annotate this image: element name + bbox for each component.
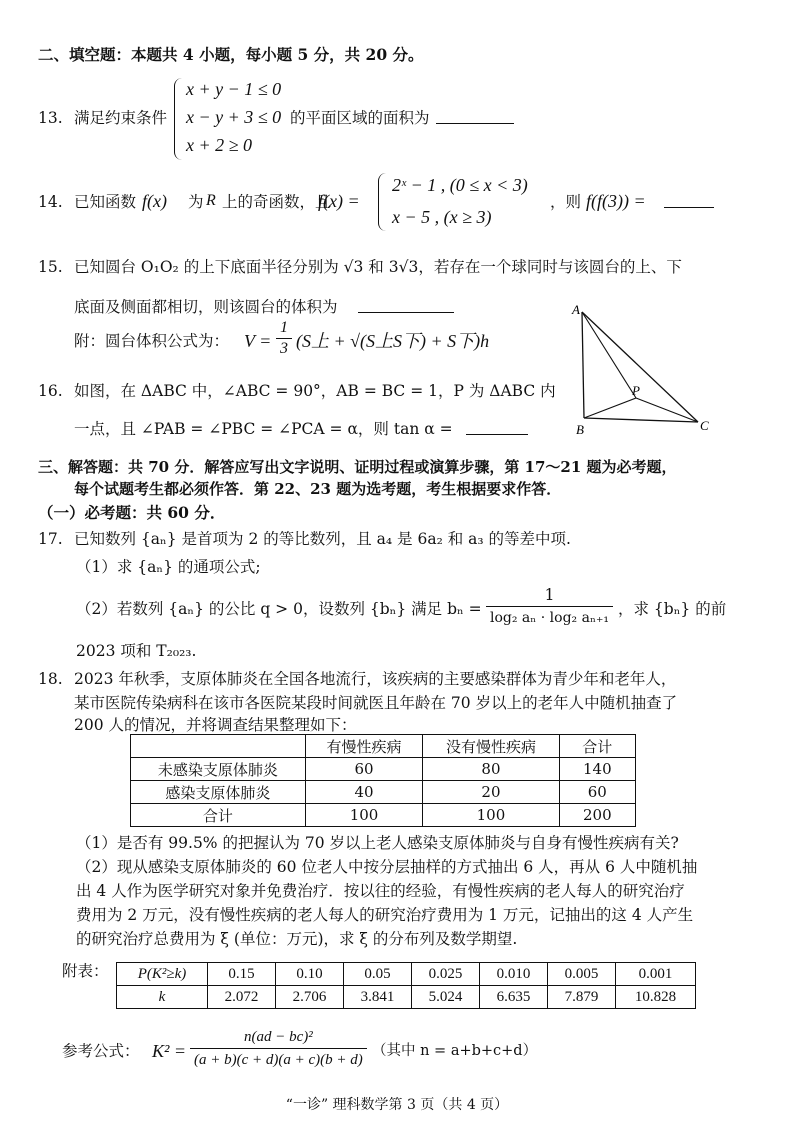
table-cell: 0.001 — [616, 963, 696, 986]
table-cell: k — [117, 986, 208, 1009]
q17-part-1: （1）求 {aₙ} 的通项公式; — [76, 558, 261, 576]
table-cell: 10.828 — [616, 986, 696, 1009]
table-row — [131, 804, 636, 827]
table-cell: 60 — [559, 781, 635, 804]
q18-part-2-line-4: 的研究治疗总费用为 ξ (单位：万元)，求 ξ 的分布列及数学期望. — [76, 930, 518, 948]
table-cell: 3.841 — [344, 986, 412, 1009]
edge-bc — [584, 418, 698, 422]
q15-formula-label: 附：圆台体积公式为： — [74, 332, 230, 350]
segment-cp — [636, 398, 698, 422]
q13-constraint-2: x − y + 3 ≤ 0 — [186, 107, 282, 127]
q14-fx: f(x) — [142, 191, 167, 211]
q14-text-d: ，则 — [550, 193, 582, 211]
q17-number: 17. — [38, 530, 63, 548]
q16-answer-blank[interactable] — [466, 418, 528, 441]
table-cell: 5.024 — [412, 986, 480, 1009]
table-cell: 感染支原体肺炎 — [131, 781, 306, 804]
table-cell — [131, 735, 306, 758]
q18-part-2-line-1: （2）现从感染支原体肺炎的 60 位老人中按分层抽样的方式抽出 6 人，再从 6 人中随机抽 — [76, 858, 698, 876]
table-cell: 0.005 — [548, 963, 616, 986]
q14-text-a: 已知函数 — [74, 193, 137, 211]
q13-constraint-3: x + 2 ≥ 0 — [186, 135, 253, 155]
q17-part-2b: ，求 {bₙ} 的前 — [618, 600, 727, 618]
table-cell: 100 — [423, 804, 559, 827]
q17-part-2c: 2023 项和 T₂₀₂₃. — [76, 642, 197, 660]
q13-constraint-1: x + y − 1 ≤ 0 — [186, 79, 282, 99]
q18-line-1: 2023 年秋季，支原体肺炎在全国各地流行，该疾病的主要感染群体为青少年和老年人， — [74, 670, 677, 688]
q16-line-2: 一点，且 ∠PAB = ∠PBC = ∠PCA = α，则 tan α = — [74, 420, 453, 438]
q17-frac-den: log₂ aₙ · log₂ aₙ₊₁ — [490, 610, 610, 626]
q14-fx-def: f(x) = — [318, 191, 360, 211]
table-cell: 20 — [423, 781, 559, 804]
survey-table — [130, 734, 636, 827]
appendix-label: 附表： — [62, 962, 109, 980]
ref-formula-label: 参考公式： — [62, 1042, 140, 1060]
label-b: B — [576, 422, 584, 437]
table-cell: 6.635 — [480, 986, 548, 1009]
q15-line-1: 已知圆台 O₁O₂ 的上下底面半径分别为 √3 和 3√3，若存在一个球同时与该圆台的上、下 — [74, 258, 682, 276]
q15-formula-num: 1 — [276, 318, 292, 339]
q18-line-2: 某市医院传染病科在该市各医院某段时间就医且年龄在 70 岁以上的老年人中随机抽查了 — [74, 694, 678, 712]
ref-formula-den: (a + b)(c + d)(a + c)(b + d) — [194, 1052, 363, 1068]
q18-part-2-line-2: 出 4 人作为医学研究对象并免费治疗．按以往的经验，有慢性疾病的老人每人的研究治疗 — [76, 882, 685, 900]
q17-part-2a: （2）若数列 {aₙ} 的公比 q > 0，设数列 {bₙ} 满足 bₙ = — [76, 600, 482, 618]
table-cell: 40 — [305, 781, 423, 804]
table-cell: 有慢性疾病 — [305, 735, 423, 758]
table-cell: 200 — [559, 804, 635, 827]
q15-formula-rest: (S上 + √(S上S下) + S下)h — [296, 331, 490, 351]
segment-bp — [584, 398, 636, 418]
q14-case-1: 2ˣ − 1 , (0 ≤ x < 3) — [392, 175, 528, 195]
q13-suffix: 的平面区域的面积为 — [290, 109, 430, 127]
q18-part-1: （1）是否有 99.5% 的把握认为 70 岁以上老人感染支原体肺炎与自身有慢性疾病有关? — [76, 834, 679, 852]
table-cell: 140 — [559, 758, 635, 781]
q14-number: 14. — [38, 193, 63, 211]
table-cell: 合计 — [559, 735, 635, 758]
q14-case-2: x − 5 , (x ≥ 3) — [392, 207, 492, 227]
q15-formula-den: 3 — [280, 340, 288, 357]
table-cell: 未感染支原体肺炎 — [131, 758, 306, 781]
table-cell: 2.706 — [276, 986, 344, 1009]
section-3-heading-2: 每个试题考生都必须作答．第 22、23 题为选考题，考生根据要求作答． — [74, 480, 562, 498]
q14-R: R — [206, 192, 216, 209]
table-header-row — [131, 735, 636, 758]
q15-answer-blank[interactable] — [358, 296, 454, 319]
q18-number: 18. — [38, 670, 63, 688]
ref-formula-note: （其中 n = a+b+c+d） — [372, 1043, 538, 1059]
q16-line-1: 如图，在 ΔABC 中，∠ABC = 90°，AB = BC = 1，P 为 ΔABC 内 — [74, 382, 556, 400]
table-cell: 0.025 — [412, 963, 480, 986]
table-cell: 80 — [423, 758, 559, 781]
table-row — [131, 758, 636, 781]
appendix-row-p — [117, 963, 696, 986]
table-row — [131, 781, 636, 804]
q13-answer-blank[interactable] — [436, 107, 514, 130]
q18-line-3: 200 人的情况，并将调查结果整理如下： — [74, 716, 357, 734]
label-p: P — [632, 383, 640, 398]
q15-number: 15. — [38, 258, 63, 276]
page-footer: “一诊” 理科数学第 3 页（共 4 页） — [285, 1097, 509, 1113]
edge-ab — [582, 312, 584, 418]
ref-formula-num: n(ad − bc)² — [190, 1026, 367, 1049]
label-a: A — [572, 302, 580, 317]
label-c: C — [700, 418, 709, 433]
table-cell: 60 — [305, 758, 423, 781]
q17-fraction — [486, 584, 613, 629]
q17-line-1: 已知数列 {aₙ} 是首项为 2 的等比数列，且 a₄ 是 6a₂ 和 a₃ 的等差中项. — [74, 530, 571, 548]
q14-text-b: 为 — [188, 193, 204, 211]
appendix-table — [116, 962, 696, 1009]
q15-formula-fraction — [276, 318, 292, 359]
table-cell: 7.879 — [548, 986, 616, 1009]
q15-line-2: 底面及侧面都相切，则该圆台的体积为 — [74, 298, 338, 316]
q17-frac-num: 1 — [486, 584, 613, 607]
table-cell: 100 — [305, 804, 423, 827]
triangle-figure — [570, 300, 720, 440]
ref-formula-k2: K² = — [152, 1041, 187, 1061]
table-cell: 0.15 — [208, 963, 276, 986]
q16-number: 16. — [38, 382, 63, 400]
q13-brace — [174, 78, 183, 160]
q14-text-c: 上的奇函数，且 — [222, 193, 331, 211]
section-2-heading: 二、填空题：本题共 4 小题，每小题 5 分，共 20 分。 — [38, 45, 424, 64]
table-cell: 0.10 — [276, 963, 344, 986]
q14-brace — [378, 173, 387, 231]
table-cell: P(K²≥k) — [117, 963, 208, 986]
section-3-heading-1: 三、解答题：共 70 分．解答应写出文字说明、证明过程或演算步骤，第 17～21 题为必考题， — [38, 458, 677, 476]
edge-ac — [582, 312, 698, 422]
q14-ff3: f(f(3)) = — [586, 191, 646, 211]
table-cell: 0.05 — [344, 963, 412, 986]
q14-answer-blank[interactable] — [664, 191, 714, 214]
table-cell: 合计 — [131, 804, 306, 827]
q13-prefix: 满足约束条件 — [74, 109, 168, 127]
ref-formula-fraction — [190, 1026, 367, 1071]
section-3-sub: （一）必考题：共 60 分． — [38, 503, 226, 522]
q18-part-2-line-3: 费用为 2 万元，没有慢性疾病的老人每人的研究治疗费用为 1 万元，记抽出的这 4 人产生 — [76, 906, 694, 924]
table-cell: 0.010 — [480, 963, 548, 986]
q15-formula-v: V = — [244, 331, 272, 351]
table-cell: 没有慢性疾病 — [423, 735, 559, 758]
appendix-row-k — [117, 986, 696, 1009]
q13-number: 13. — [38, 109, 63, 127]
table-cell: 2.072 — [208, 986, 276, 1009]
